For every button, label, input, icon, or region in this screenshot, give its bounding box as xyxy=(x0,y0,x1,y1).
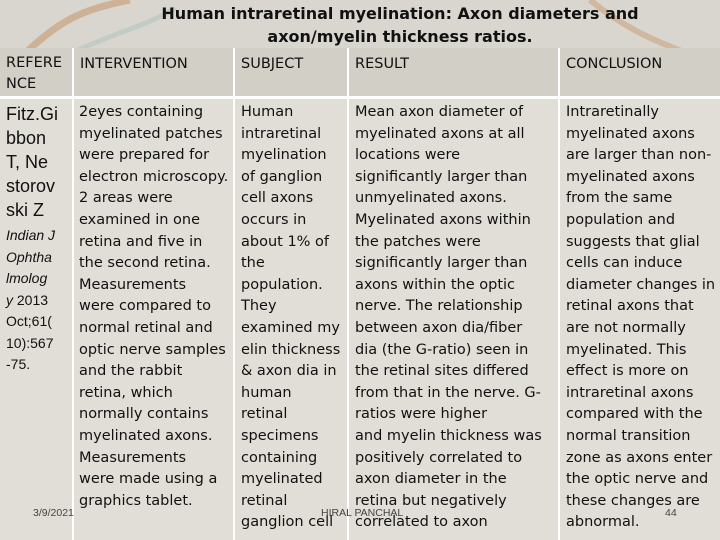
footer-author: HIRAL PANCHAL xyxy=(321,507,404,519)
header-intervention: INTERVENTION xyxy=(80,56,188,72)
reference-authors: Fitz.Gi bbon T, Ne storov ski Z xyxy=(6,104,58,220)
column-divider xyxy=(558,48,560,540)
column-divider xyxy=(347,48,349,540)
footer-date: 3/9/2021 xyxy=(33,507,74,519)
header-subject: SUBJECT xyxy=(241,56,304,72)
conclusion-cell: Intraretinally myelinated axons are larger than non- myelinated axons from the same population and suggests that glial cells can induce diameter changes in retinal axons that are not normally myelinated. This effect is more on intraretinal axons compared with the normal transition zone as axons enter the optic nerve and these changes are abnormal. xyxy=(566,104,716,531)
reference-journal xyxy=(6,225,72,376)
column-divider xyxy=(233,48,235,540)
result-cell: Mean axon diameter of myelinated axons at all locations were significantly larger than unmyelinated axons. Myelinated axons within the patches were significantly larger than axons within the optic nerve. The relationship between axon dia/fiber dia (the G-ratio) seen in the retinal sites differed from that in the nerve. G- ratios were higher and myelin thickness was positively correlated to axon diameter in the retina but negatively correlated to axon xyxy=(355,104,542,531)
reference-journal-citation: 2013 Oct;61( 10):567 -75. xyxy=(6,291,54,372)
column-divider xyxy=(72,48,74,540)
slide-title: Human intraretinal myelination: Axon diameters and axon/myelin thickness ratios. xyxy=(161,4,639,46)
header-reference: REFERE NCE xyxy=(6,55,62,92)
header-divider xyxy=(0,96,720,99)
subject-cell: Human intraretinal myelination of ganglion cell axons occurs in about 1% of the population. They examined my elin thickness & axon dia in human retinal specimens containing myelinated retinal ganglion cell xyxy=(241,104,341,531)
header-result: RESULT xyxy=(355,56,409,72)
reference-journal-name: Indian J Ophtha lmolog y xyxy=(6,227,56,308)
intervention-cell: 2eyes containing myelinated patches were prepared for electron microscopy. 2 areas were examined in one retina and five in the second retina. Measurements were compared to normal retinal and optic nerve samples and the rabbit retina, which normally contains myelinated axons. Measurements were made using a graphics tablet. xyxy=(79,104,229,509)
header-conclusion: CONCLUSION xyxy=(566,56,663,72)
page-number: 44 xyxy=(665,507,677,519)
